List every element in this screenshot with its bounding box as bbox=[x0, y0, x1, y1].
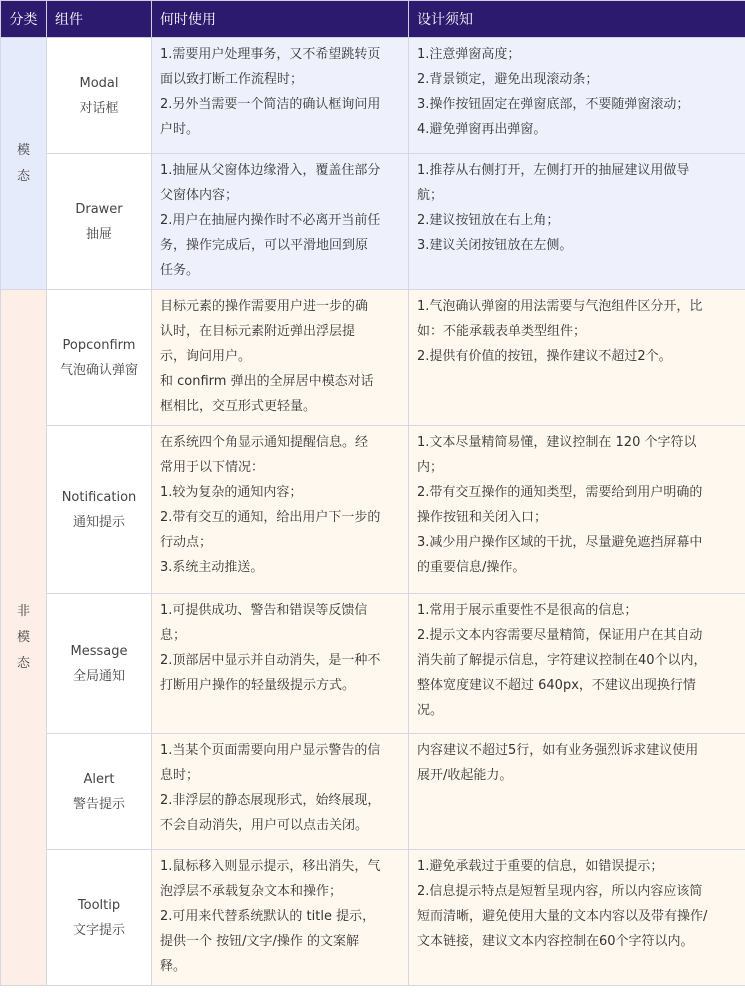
text-line: 1.需要用户处理事务，又不希望跳转页 bbox=[160, 47, 381, 62]
table-row bbox=[1, 850, 745, 986]
text-line: 4.避免弹窗再出弹窗。 bbox=[417, 122, 547, 137]
text-line: 2.带有交互操作的通知类型，需要给到用户明确的 bbox=[417, 485, 703, 500]
component-name-en: Modal bbox=[79, 75, 119, 91]
category-char: 模 bbox=[16, 629, 30, 645]
text-line: 打断用户操作的轻量级提示方式。 bbox=[160, 678, 356, 693]
component-name-en: Notification bbox=[61, 489, 137, 505]
text-line: 框相比，交互形式更轻量。 bbox=[160, 399, 317, 414]
text-line: 父窗体内容； bbox=[160, 188, 239, 203]
text-line: 和 confirm 弹出的全屏居中模态对话 bbox=[160, 374, 374, 389]
text-line: 2.带有交互的通知，给出用户下一步的 bbox=[160, 510, 381, 525]
text-line: 消失前了解提示信息，字符建议控制在40个以内， bbox=[417, 653, 707, 668]
category-char: 态 bbox=[16, 655, 30, 671]
text-line: 内容建议不超过5行，如有业务强烈诉求建议使用 bbox=[417, 743, 699, 758]
text-line: 泡浮层不承载复杂文本和操作； bbox=[160, 884, 343, 899]
table-row bbox=[1, 594, 745, 734]
component-name-zh: 抽屉 bbox=[85, 226, 112, 242]
text-line: 务，操作完成后，可以平滑地回到原 bbox=[160, 238, 369, 253]
text-line: 2.另外当需要一个简洁的确认框询问用 bbox=[160, 97, 381, 112]
component-name-en: Alert bbox=[83, 771, 115, 787]
text-line: 1.抽屉从父窗体边缘滑入，覆盖住部分 bbox=[160, 163, 381, 178]
design-notes-cell bbox=[409, 426, 745, 594]
text-line: 户时。 bbox=[160, 122, 200, 137]
when-to-use-cell bbox=[152, 850, 409, 986]
text-line: 1.推荐从右侧打开，左侧打开的抽屉建议用做导 bbox=[417, 163, 690, 178]
text-line: 1.鼠标移入则显示提示，移出消失，气 bbox=[160, 859, 381, 874]
category-cell bbox=[1, 38, 47, 290]
text-line: 3.减少用户操作区域的干扰，尽量避免遮挡屏幕中 bbox=[417, 535, 703, 550]
design-notes-cell bbox=[409, 38, 745, 154]
text-line: 1.较为复杂的通知内容； bbox=[160, 485, 303, 500]
component-name-en: Drawer bbox=[75, 201, 123, 217]
text-line: 任务。 bbox=[160, 263, 200, 278]
component-name-zh: 文字提示 bbox=[72, 922, 125, 938]
text-line: 面以致打断工作流程时； bbox=[160, 72, 304, 87]
text-line: 不会自动消失，用户可以点击关闭。 bbox=[160, 818, 369, 833]
category-char: 模 bbox=[16, 142, 30, 158]
text-line: 展开/收起能力。 bbox=[417, 768, 513, 783]
component-name-en: Tooltip bbox=[77, 897, 121, 913]
text-line: 2.提供有价值的按钮，操作建议不超过2个。 bbox=[417, 349, 672, 364]
text-line: 的重要信息/操作。 bbox=[417, 560, 526, 575]
category-cell bbox=[1, 290, 47, 986]
text-line: 2.提示文本内容需要尽量精简，保证用户在其自动 bbox=[417, 628, 703, 643]
text-line: 认时，在目标元素附近弹出浮层提 bbox=[160, 324, 356, 339]
text-line: 息时； bbox=[160, 768, 200, 783]
component-name-zh: 气泡确认弹窗 bbox=[59, 362, 138, 378]
text-line: 文本链接，建议文本内容控制在60个字符以内。 bbox=[417, 934, 694, 949]
design-notes-cell bbox=[409, 734, 745, 850]
design-notes-cell bbox=[409, 154, 745, 290]
component-cell bbox=[47, 594, 152, 734]
component-name-en: Popconfirm bbox=[62, 337, 136, 353]
text-line: 1.可提供成功、警告和错误等反馈信 bbox=[160, 603, 368, 618]
category-char: 态 bbox=[16, 168, 30, 184]
design-notes-cell bbox=[409, 290, 745, 426]
text-line: 2.建议按钮放在右上角； bbox=[417, 213, 560, 228]
text-line: 航； bbox=[417, 188, 444, 203]
header-component: 组件 bbox=[47, 1, 152, 38]
table-row bbox=[1, 426, 745, 594]
when-to-use-cell bbox=[152, 38, 409, 154]
table-row bbox=[1, 290, 745, 426]
text-line: 2.背景锁定，避免出现滚动条； bbox=[417, 72, 599, 87]
text-line: 3.系统主动推送。 bbox=[160, 560, 264, 575]
table-row bbox=[1, 734, 745, 850]
text-line: 3.建议关闭按钮放在左侧。 bbox=[417, 238, 573, 253]
text-line: 2.非浮层的静态展现形式，始终展现， bbox=[160, 793, 381, 808]
component-name-zh: 对话框 bbox=[79, 100, 119, 116]
text-line: 1.气泡确认弹窗的用法需要与气泡组件区分开，比 bbox=[417, 299, 703, 314]
component-cell bbox=[47, 850, 152, 986]
text-line: 如：不能承载表单类型组件； bbox=[417, 324, 587, 339]
table-row bbox=[1, 154, 745, 290]
text-line: 行动点； bbox=[160, 535, 213, 550]
text-line: 1.当某个页面需要向用户显示警告的信 bbox=[160, 743, 381, 758]
text-line: 2.信息提示特点是短暂呈现内容，所以内容应该简 bbox=[417, 884, 703, 899]
text-line: 1.注意弹窗高度； bbox=[417, 47, 521, 62]
category-char: 非 bbox=[16, 603, 30, 619]
when-to-use-cell bbox=[152, 154, 409, 290]
component-cell bbox=[47, 154, 152, 290]
text-line: 示，询问用户。 bbox=[160, 349, 252, 364]
table-row bbox=[1, 38, 745, 154]
text-line: 在系统四个角显示通知提醒信息。经 bbox=[160, 435, 369, 450]
text-line: 常用于以下情况： bbox=[160, 460, 265, 475]
text-line: 提供一个 按钮/文字/操作 的文案解 bbox=[160, 934, 360, 949]
component-name-zh: 警告提示 bbox=[72, 796, 125, 812]
header-design-notes: 设计须知 bbox=[409, 1, 745, 38]
text-line: 内； bbox=[417, 460, 444, 475]
when-to-use-cell bbox=[152, 426, 409, 594]
text-line: 1.常用于展示重要性不是很高的信息； bbox=[417, 603, 638, 618]
component-cell bbox=[47, 426, 152, 594]
header-row bbox=[1, 1, 745, 38]
when-to-use-cell bbox=[152, 734, 409, 850]
text-line: 2.可用来代替系统默认的 title 提示， bbox=[160, 909, 376, 924]
text-line: 2.顶部居中显示并自动消失，是一种不 bbox=[160, 653, 381, 668]
text-line: 况。 bbox=[417, 703, 444, 718]
text-line: 释。 bbox=[160, 959, 187, 974]
component-name-zh: 通知提示 bbox=[72, 514, 125, 530]
component-cell bbox=[47, 38, 152, 154]
design-notes-cell bbox=[409, 850, 745, 986]
text-line: 2.用户在抽屉内操作时不必离开当前任 bbox=[160, 213, 381, 228]
header-category: 分类 bbox=[1, 1, 47, 38]
when-to-use-cell bbox=[152, 594, 409, 734]
component-name-en: Message bbox=[70, 643, 128, 659]
component-name-zh: 全局通知 bbox=[72, 668, 125, 684]
text-line: 短而清晰，避免使用大量的文本内容以及带有操作/ bbox=[417, 909, 708, 924]
component-cell bbox=[47, 290, 152, 426]
text-line: 操作按钮和关闭入口； bbox=[417, 510, 548, 525]
text-line: 目标元素的操作需要用户进一步的确 bbox=[160, 299, 369, 314]
text-line: 息； bbox=[160, 628, 187, 643]
text-line: 1.文本尽量精简易懂，建议控制在 120 个字符以 bbox=[417, 435, 697, 450]
component-cell bbox=[47, 734, 152, 850]
text-line: 整体宽度建议不超过 640px，不建议出现换行情 bbox=[417, 678, 696, 693]
text-line: 1.避免承载过于重要的信息，如错误提示； bbox=[417, 859, 664, 874]
when-to-use-cell bbox=[152, 290, 409, 426]
header-when-to-use: 何时使用 bbox=[152, 1, 409, 38]
text-line: 3.操作按钮固定在弹窗底部，不要随弹窗滚动； bbox=[417, 97, 690, 112]
design-notes-cell bbox=[409, 594, 745, 734]
